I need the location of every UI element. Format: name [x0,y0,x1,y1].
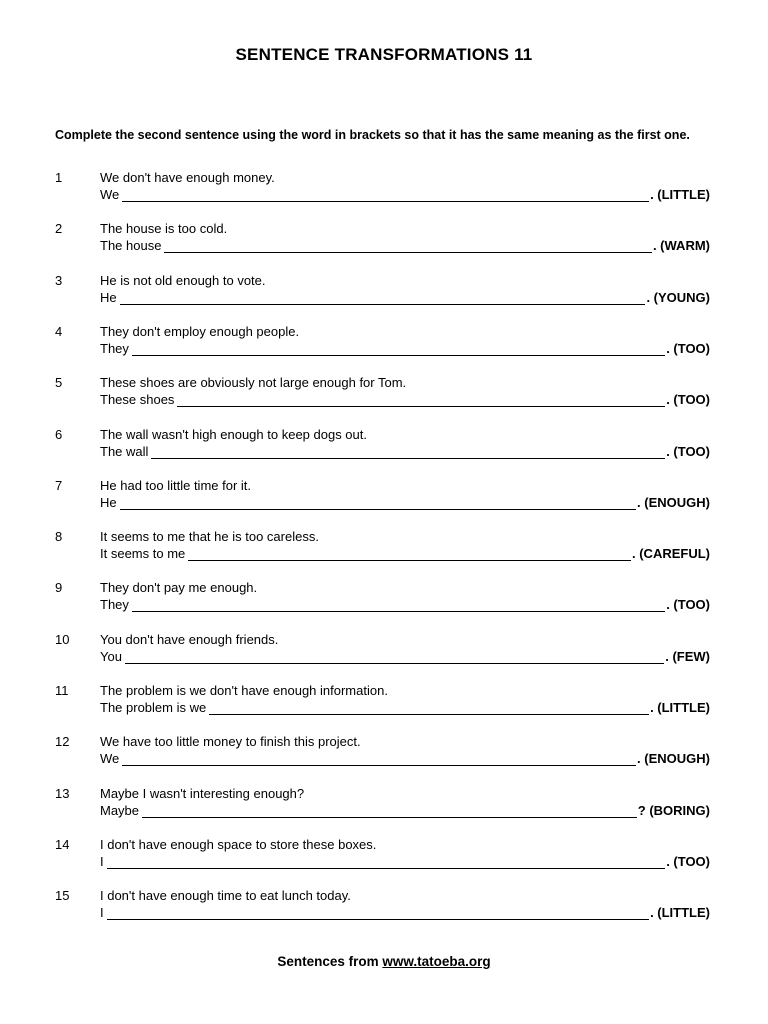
item-number: 11 [55,683,69,698]
answer-blank[interactable] [122,752,636,766]
keyword-hint: . (TOO) [666,392,710,408]
answer-blank[interactable] [122,188,649,202]
answer-blank[interactable] [164,239,652,253]
original-sentence: The house is too cold. [100,221,228,237]
answer-prompt: The house [100,238,162,254]
keyword-hint: . (TOO) [666,340,710,356]
item-number: 4 [55,323,63,339]
answer-prompt: You [100,648,122,664]
item-number: 1 [55,170,63,185]
original-sentence: You don't have enough friends. [100,631,279,647]
tatoeba-link[interactable]: www.tatoeba.org [382,954,491,969]
exercise-item [0,375,768,415]
original-sentence: The problem is we don't have enough information. [100,683,388,698]
item-number: 3 [55,272,63,288]
item-number: 8 [55,529,63,545]
answer-prompt: They [100,597,129,613]
answer-row [100,444,710,459]
original-sentence: We don't have enough money. [100,170,275,185]
item-number: 2 [55,221,63,237]
item-number: 6 [55,426,63,442]
answer-prompt: We [100,187,120,202]
answer-row [100,854,710,869]
answer-prompt: I [100,853,104,869]
keyword-hint: . (YOUNG) [646,289,710,305]
answer-row [100,700,710,715]
answer-row [100,187,710,202]
keyword-hint: . (TOO) [666,853,710,869]
answer-blank[interactable] [209,701,649,715]
keyword-hint: ? (BORING) [637,802,710,818]
footer [0,954,768,969]
answer-blank[interactable] [142,804,637,818]
item-number: 10 [55,631,70,647]
answer-blank[interactable] [188,547,631,561]
answer-blank[interactable] [120,291,646,305]
keyword-hint: . (LITTLE) [650,700,710,715]
answer-row [100,341,710,356]
keyword-hint: . (TOO) [666,443,710,459]
keyword-hint: . (LITTLE) [650,187,710,202]
answer-row [100,290,710,305]
answer-row [100,495,710,510]
keyword-hint: . (ENOUGH) [637,751,710,767]
exercise-item [0,427,768,467]
answer-blank[interactable] [151,445,665,459]
original-sentence: He had too little time for it. [100,477,252,493]
answer-prompt: He [100,289,117,305]
answer-row [100,238,710,253]
footer-prefix: Sentences from [277,954,383,969]
original-sentence: Maybe I wasn't interesting enough? [100,785,305,801]
answer-blank[interactable] [107,855,666,869]
answer-prompt: The wall [100,443,149,459]
answer-prompt: They [100,340,129,356]
exercise-item [0,632,768,672]
keyword-hint: . (CAREFUL) [632,546,710,562]
instructions: Complete the second sentence using the word in brackets so that it has the same meaning as the first one. [55,128,690,142]
answer-blank[interactable] [125,650,664,664]
original-sentence: They don't employ enough people. [100,323,300,339]
answer-row [100,597,710,612]
original-sentence: It seems to me that he is too careless. [100,529,319,545]
item-number: 13 [55,785,70,801]
answer-prompt: Maybe [100,802,140,818]
answer-blank[interactable] [132,342,665,356]
keyword-hint: . (ENOUGH) [637,494,710,510]
exercise-item [0,837,768,877]
original-sentence: These shoes are obviously not large enough for Tom. [100,375,407,391]
item-number: 12 [55,734,70,750]
original-sentence: We have too little money to finish this project. [100,734,361,750]
exercise-item [0,683,768,723]
item-number: 15 [55,888,70,904]
answer-row [100,392,710,407]
exercise-item [0,888,768,928]
original-sentence: I don't have enough space to store these boxes. [100,836,377,852]
original-sentence: The wall wasn't high enough to keep dogs out. [100,426,367,442]
answer-blank[interactable] [120,496,636,510]
exercise-item [0,786,768,826]
keyword-hint: . (WARM) [652,238,710,254]
exercise-item [0,273,768,313]
exercise-item [0,734,768,774]
answer-blank[interactable] [107,906,649,920]
exercise-item [0,170,768,210]
answer-row [100,905,710,920]
item-number: 7 [55,477,63,493]
answer-row [100,546,710,561]
answer-row [100,751,710,766]
answer-prompt: These shoes [100,392,175,408]
answer-prompt: The problem is we [100,700,207,715]
keyword-hint: . (TOO) [666,597,710,613]
exercise-item [0,324,768,364]
exercise-item [0,221,768,261]
item-number: 14 [55,836,70,852]
answer-blank[interactable] [177,393,665,407]
answer-prompt: We [100,751,120,767]
original-sentence: They don't pay me enough. [100,580,258,596]
exercise-item [0,529,768,569]
original-sentence: He is not old enough to vote. [100,272,266,288]
answer-blank[interactable] [132,598,665,612]
answer-row [100,803,710,818]
item-number: 5 [55,375,63,391]
answer-prompt: He [100,494,117,510]
keyword-hint: . (LITTLE) [650,905,710,921]
original-sentence: I don't have enough time to eat lunch today. [100,888,351,904]
page-title: SENTENCE TRANSFORMATIONS 11 [235,45,533,64]
answer-row [100,649,710,664]
keyword-hint: . (FEW) [665,648,710,664]
exercise-item [0,478,768,518]
item-number: 9 [55,580,63,596]
answer-prompt: It seems to me [100,546,186,562]
exercise-item [0,580,768,620]
answer-prompt: I [100,905,104,921]
